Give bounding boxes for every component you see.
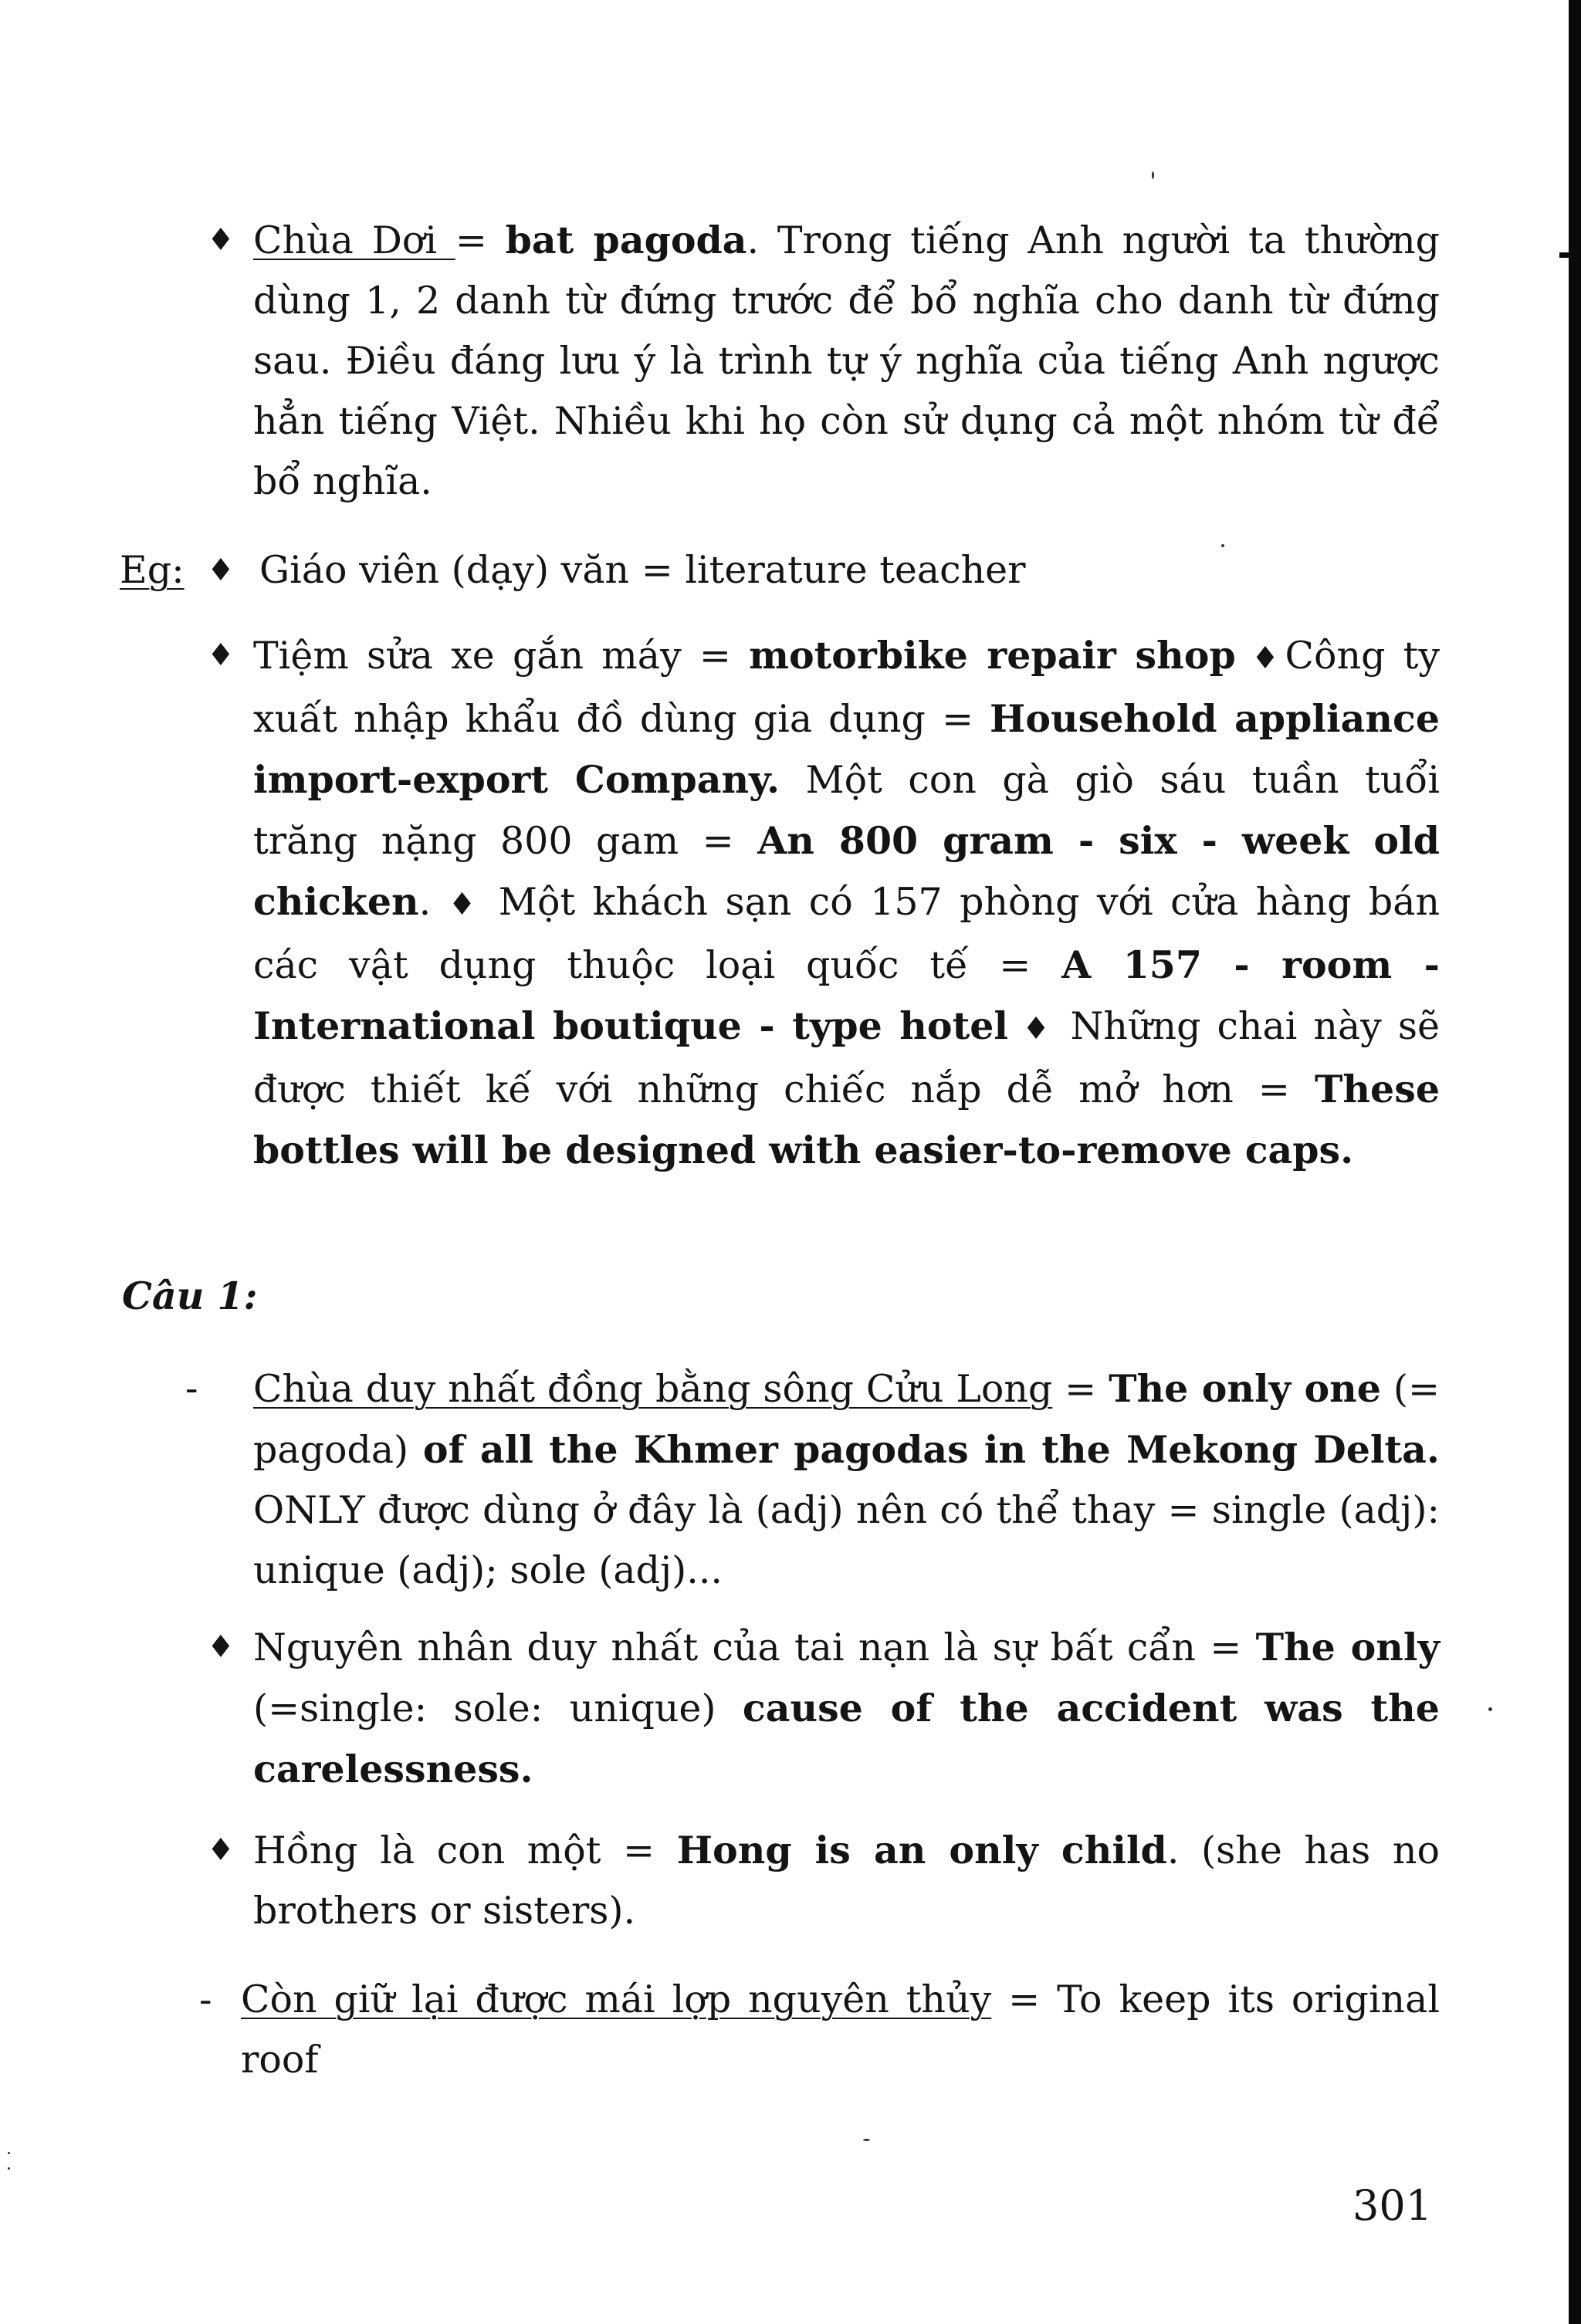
term-underlined: Chùa duy nhất đồng bằng sông Cửu Long [253, 1367, 1053, 1411]
eg-label-text: Eg: [120, 548, 185, 592]
term-underlined: Còn giữ lại được mái lợp nguyên thủy [241, 1977, 992, 2021]
english-term: motorbike repair shop [749, 633, 1236, 678]
term-underlined: Chùa Dơi [253, 218, 455, 262]
english-term: of all the Khmer pagodas in the Mekong Delta. [422, 1427, 1440, 1472]
explanation-text: . (she has no brothers or sisters). [253, 1828, 1440, 1933]
bullet-icon: ♦ [207, 638, 235, 673]
explanation-text: = To keep its original roof [241, 1977, 1440, 2082]
english-term: The only one [1109, 1366, 1381, 1411]
note-text: (=single: sole: unique) [253, 1686, 743, 1730]
explanation-text: . Trong tiếng Anh người ta thường dùng 1, 2 danh từ đứng trước để bổ nghĩa cho danh từ đứng sau. Điều đáng lưu ý là trình tự ý nghĩa của tiếng Anh ngược hẳn tiếng Việt. Nhiều khi họ còn sử dụng cả một nhóm từ để bổ nghĩa. [253, 218, 1440, 503]
english-term: The only [1255, 1625, 1440, 1669]
vn-text: Những chai này sẽ được thiết kế với những chiếc nắp dễ mở hơn = [253, 1004, 1441, 1111]
page-number: 301 [1352, 2181, 1433, 2230]
vn-text: Công ty xuất nhập khẩu đồ dùng gia dụng = [253, 634, 1440, 741]
equals-sign: = [1052, 1367, 1109, 1411]
vn-text: Tiệm sửa xe gắn máy = [253, 634, 750, 678]
vn-text: Nguyên nhân duy nhất của tai nạn là sự bất cẩn = [253, 1625, 1256, 1669]
section-heading: Câu 1: [122, 1274, 258, 1318]
example-literature-teacher: Giáo viên (dạy) văn = literature teacher [259, 548, 1026, 592]
eg-label [120, 540, 185, 600]
item-original-roof [241, 1970, 1440, 2090]
scan-edge-shadow [1569, 0, 1581, 2324]
paragraph-compound-examples [253, 625, 1440, 1181]
vn-text: Hồng là con một = [253, 1828, 677, 1872]
english-term: cause of the accident was the carelessness. [253, 1686, 1440, 1791]
punctuation: . [418, 880, 449, 924]
explanation-text: ONLY được dùng ở đây là (adj) nên có thể thay = single (adj): unique (adj); sole (adj)... [253, 1488, 1440, 1592]
scan-speck [8, 2167, 10, 2170]
equals-sign: = [455, 218, 506, 262]
paragraph-bat-pagoda [253, 210, 1440, 512]
bullet-icon: ♦ [207, 222, 235, 258]
dash-marker: - [199, 1977, 212, 2021]
note-text: (= pagoda) [253, 1367, 1440, 1472]
english-term: These bottles will be designed with easier-to-remove caps. [253, 1067, 1440, 1172]
english-term: A 157 - room - International boutique - type hotel [253, 942, 1440, 1048]
english-term: An 800 gram - six - week old chicken [253, 818, 1440, 924]
scan-edge-mark [1559, 252, 1569, 258]
bullet-icon: ♦ [207, 1832, 235, 1868]
dash-marker: - [185, 1366, 198, 1410]
english-term: Hong is an only child [676, 1828, 1167, 1872]
bullet-icon: ♦ [1008, 1011, 1055, 1047]
bullet-icon: ♦ [448, 887, 482, 922]
vn-text: Một con gà giò sáu tuần tuổi trăng nặng 800 gam = [253, 758, 1440, 863]
bullet-icon: ♦ [1235, 641, 1285, 676]
english-term: bat pagoda [505, 218, 747, 262]
bullet-icon: ♦ [207, 553, 235, 588]
item-only-child [253, 1820, 1440, 1941]
english-term: Household appliance import-export Company. [253, 696, 1440, 802]
scan-speck [1488, 1707, 1492, 1711]
scan-speck [1221, 544, 1224, 547]
item-only-cause [253, 1617, 1440, 1800]
scan-speck [863, 2139, 870, 2141]
vn-text: Một khách sạn có 157 phòng với cửa hàng bán các vật dụng thuộc loại quốc tế = [253, 880, 1440, 987]
scan-speck [1152, 171, 1154, 179]
scan-speck [8, 2152, 10, 2154]
bullet-icon: ♦ [207, 1629, 235, 1665]
item-only-pagoda [253, 1358, 1440, 1601]
